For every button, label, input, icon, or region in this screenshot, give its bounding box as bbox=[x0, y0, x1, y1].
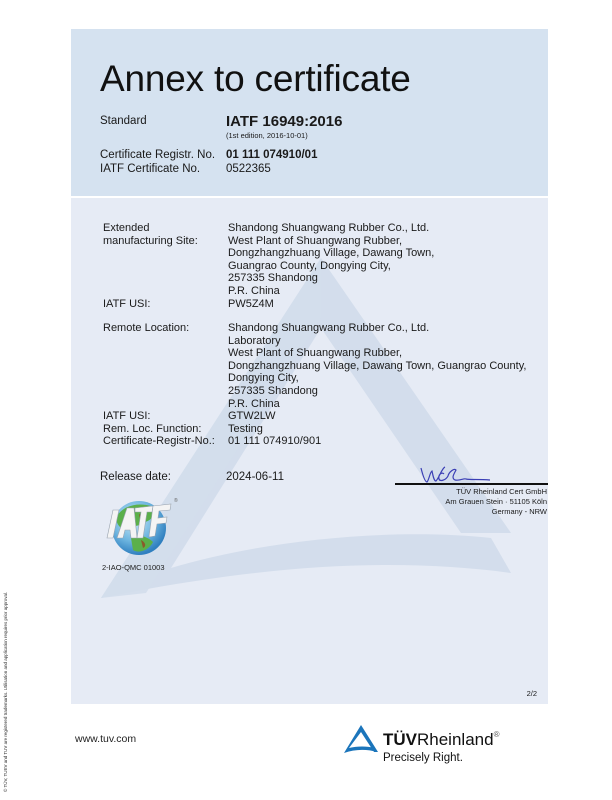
address-line: Laboratory bbox=[228, 334, 281, 347]
address-line: 257335 Shandong bbox=[228, 384, 318, 397]
remote-registr-label: Certificate-Registr-No.: bbox=[103, 435, 215, 448]
remote-location-address bbox=[228, 322, 526, 410]
extended-site-label-line: manufacturing Site: bbox=[103, 234, 198, 247]
remote-registr-value: 01 111 074910/901 bbox=[228, 435, 322, 448]
footer-url-link[interactable]: www.tuv.com bbox=[75, 733, 137, 745]
address-line: Dongzhangzhuang Village, Dawang Town, Guangrao County, bbox=[228, 359, 527, 372]
iatf-cert-value: 0522365 bbox=[226, 163, 271, 175]
address-line: Guangrao County, Dongying City, bbox=[228, 259, 391, 272]
remote-usi-values bbox=[228, 410, 321, 448]
address-line: West Plant of Shuangwang Rubber, bbox=[228, 347, 403, 360]
standard-label: Standard bbox=[100, 115, 147, 127]
address-line: P.R. China bbox=[228, 284, 280, 297]
extended-site-label bbox=[103, 222, 198, 247]
page-number: 2/2 bbox=[526, 689, 537, 698]
release-date-label: Release date: bbox=[100, 471, 171, 483]
tuv-slogan: Precisely Right. bbox=[383, 752, 463, 764]
remote-function-value: Testing bbox=[228, 422, 263, 435]
certifier-line: TÜV Rheinland Cert GmbH bbox=[456, 487, 547, 496]
registered-mark: ® bbox=[493, 730, 500, 739]
address-line: P.R. China bbox=[228, 397, 280, 410]
certifier-line: Am Grauen Stein · 51105 Köln bbox=[445, 497, 547, 506]
remote-usi-value: GTW2LW bbox=[228, 410, 276, 422]
extended-site-label-line: Extended bbox=[103, 222, 150, 234]
extended-usi-label: IATF USI: bbox=[103, 298, 151, 310]
brand-bold: TÜV bbox=[383, 730, 417, 749]
signature-line bbox=[395, 483, 548, 485]
registr-value: 01 111 074910/01 bbox=[226, 149, 318, 161]
address-line: Dongzhangzhuang Village, Dawang Town, bbox=[228, 247, 435, 260]
address-line: Shandong Shuangwang Rubber Co., Ltd. bbox=[228, 322, 430, 334]
extended-usi-value: PW5Z4M bbox=[228, 298, 274, 310]
page-title: Annex to certificate bbox=[100, 58, 411, 99]
address-line: West Plant of Shuangwang Rubber, bbox=[228, 234, 403, 247]
iatf-globe-logo-icon bbox=[101, 494, 181, 558]
remote-location-label: Remote Location: bbox=[103, 322, 190, 334]
svg-text:®: ® bbox=[174, 498, 178, 504]
brand-rest: Rheinland bbox=[417, 730, 494, 749]
release-date-value: 2024-06-11 bbox=[226, 471, 284, 483]
address-line: 257335 Shandong bbox=[228, 272, 318, 285]
remote-usi-label-text: IATF USI: bbox=[103, 410, 151, 422]
tuv-rheinland-triangle-logo-icon bbox=[343, 724, 379, 754]
registr-label: Certificate Registr. No. bbox=[100, 149, 216, 161]
address-line: Shandong Shuangwang Rubber Co., Ltd. bbox=[228, 222, 430, 234]
extended-site-address bbox=[228, 222, 434, 298]
trademark-side-note: © TÜV, TUEV and TUV are registered trademarks. Utilisation and application requires prior approval. bbox=[3, 591, 8, 792]
standard-edition: (1st edition, 2016-10-01) bbox=[226, 131, 308, 140]
remote-function-label: Rem. Loc. Function: bbox=[103, 422, 202, 435]
standard-value: IATF 16949:2016 bbox=[226, 113, 343, 130]
certifier-address bbox=[445, 487, 547, 517]
iatf-cert-label: IATF Certificate No. bbox=[100, 163, 201, 175]
certifier-line: Germany - NRW bbox=[491, 507, 547, 516]
remote-usi-label bbox=[103, 410, 215, 448]
tuv-rheinland-wordmark bbox=[383, 730, 499, 750]
iatf-code: 2-IAO-QMC 01003 bbox=[102, 563, 165, 572]
address-line: Dongying City, bbox=[228, 372, 299, 385]
